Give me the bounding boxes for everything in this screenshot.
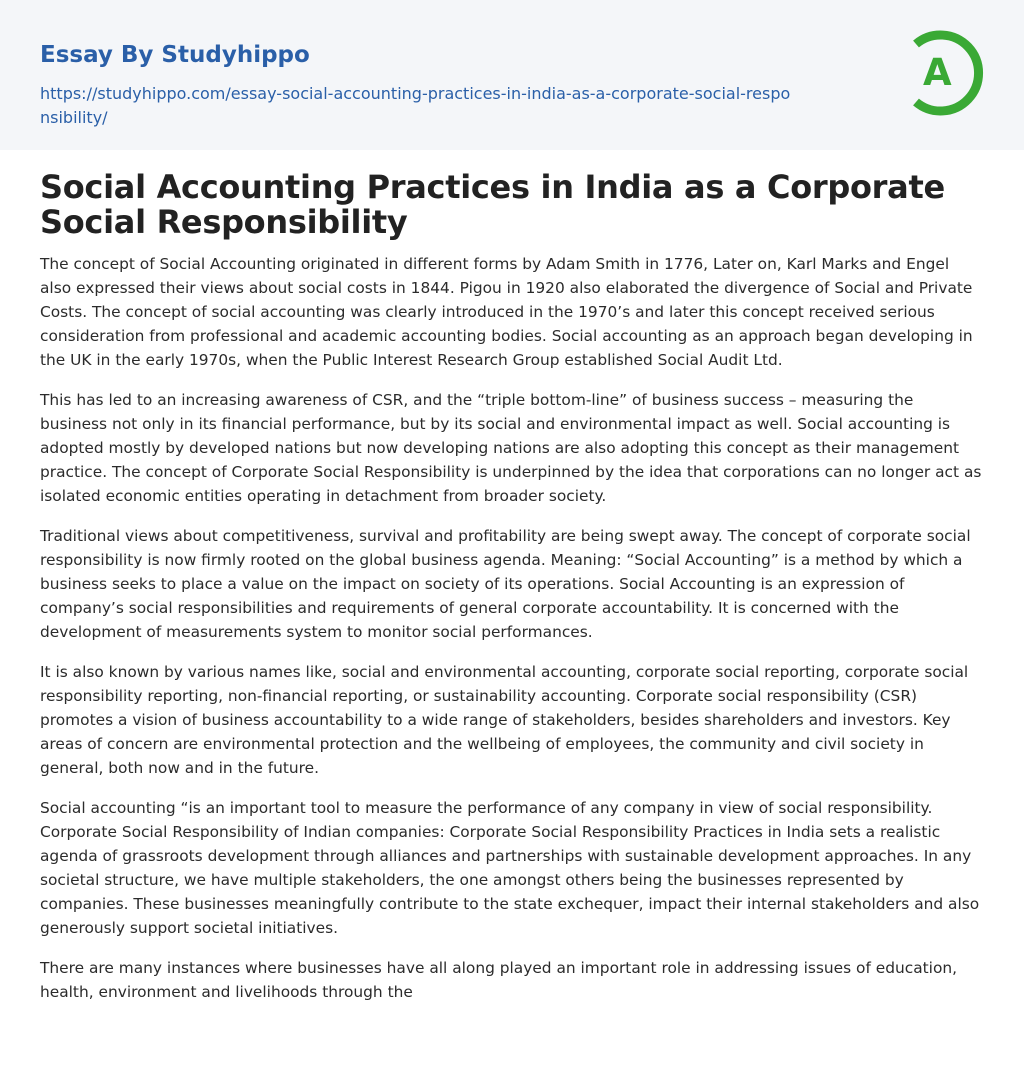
article-paragraph: There are many instances where businesses have all along played an important role in addressing issues of education, health, environment and livelihoods through the xyxy=(40,959,958,1001)
article-paragraph: Social accounting “is an important tool to measure the performance of any company in view of social responsibility. Corporate Social Responsibility of Indian companies: Corporate Social Responsibility Practices in India sets a realistic agenda of grassroots development through alliances and partnerships with sustainable development approaches. In any societal structure, we have multiple stakeholders, the one amongst others being the businesses represented by companies. These businesses meaningfully contribute to the state exchequer, impact their internal stakeholders and also generously support societal initiatives. xyxy=(40,799,980,937)
article-paragraph: The concept of Social Accounting originated in different forms by Adam Smith in 1776, Later on, Karl Marks and Engel also expressed their views about social costs in 1844. Pigou in 1920 also elaborated the divergence of Social and Private Costs. The concept of social accounting was clearly introduced in the 1970’s and later this concept received serious consideration from professional and academic accounting bodies. Social accounting as an approach began developing in the UK in the early 1970s, when the Public Interest Research Group established Social Audit Ltd. xyxy=(40,255,973,369)
article-title: Social Accounting Practices in India as a Corporate Social Responsibility xyxy=(40,168,945,241)
logo-letter: A xyxy=(923,51,952,94)
article-content xyxy=(0,150,1024,1004)
site-header xyxy=(0,0,1024,150)
essay-url-link[interactable]: https://studyhippo.com/essay-social-accounting-practices-in-india-as-a-corporate-social-responsibility/ xyxy=(40,84,791,127)
studyhippo-logo-icon[interactable] xyxy=(896,28,986,118)
article-paragraph: This has led to an increasing awareness of CSR, and the “triple bottom-line” of business success – measuring the business not only in its financial performance, but by its social and environmental impact as well. Social accounting is adopted mostly by developed nations but now developing nations are also adopting this concept as their management practice. The concept of Corporate Social Responsibility is underpinned by the idea that corporations can no longer act as isolated economic entities operating in detachment from broader society. xyxy=(40,391,982,505)
article-paragraph: Traditional views about competitiveness, survival and profitability are being swept away. The concept of corporate social responsibility is now firmly rooted on the global business agenda. Meaning: “Social Accounting” is a method by which a business seeks to place a value on the impact on society of its operations. Social Accounting is an expression of company’s social responsibilities and requirements of general corporate accountability. It is concerned with the development of measurements system to monitor social performances. xyxy=(40,527,971,641)
article-paragraph: It is also known by various names like, social and environmental accounting, corporate social reporting, corporate social responsibility reporting, non-financial reporting, or sustainability accounting. Corporate social responsibility (CSR) promotes a vision of business accountability to a wide range of stakeholders, besides shareholders and investors. Key areas of concern are environmental protection and the wellbeing of employees, the community and civil society in general, both now and in the future. xyxy=(40,663,969,777)
site-brand[interactable]: Essay By Studyhippo xyxy=(40,42,310,68)
